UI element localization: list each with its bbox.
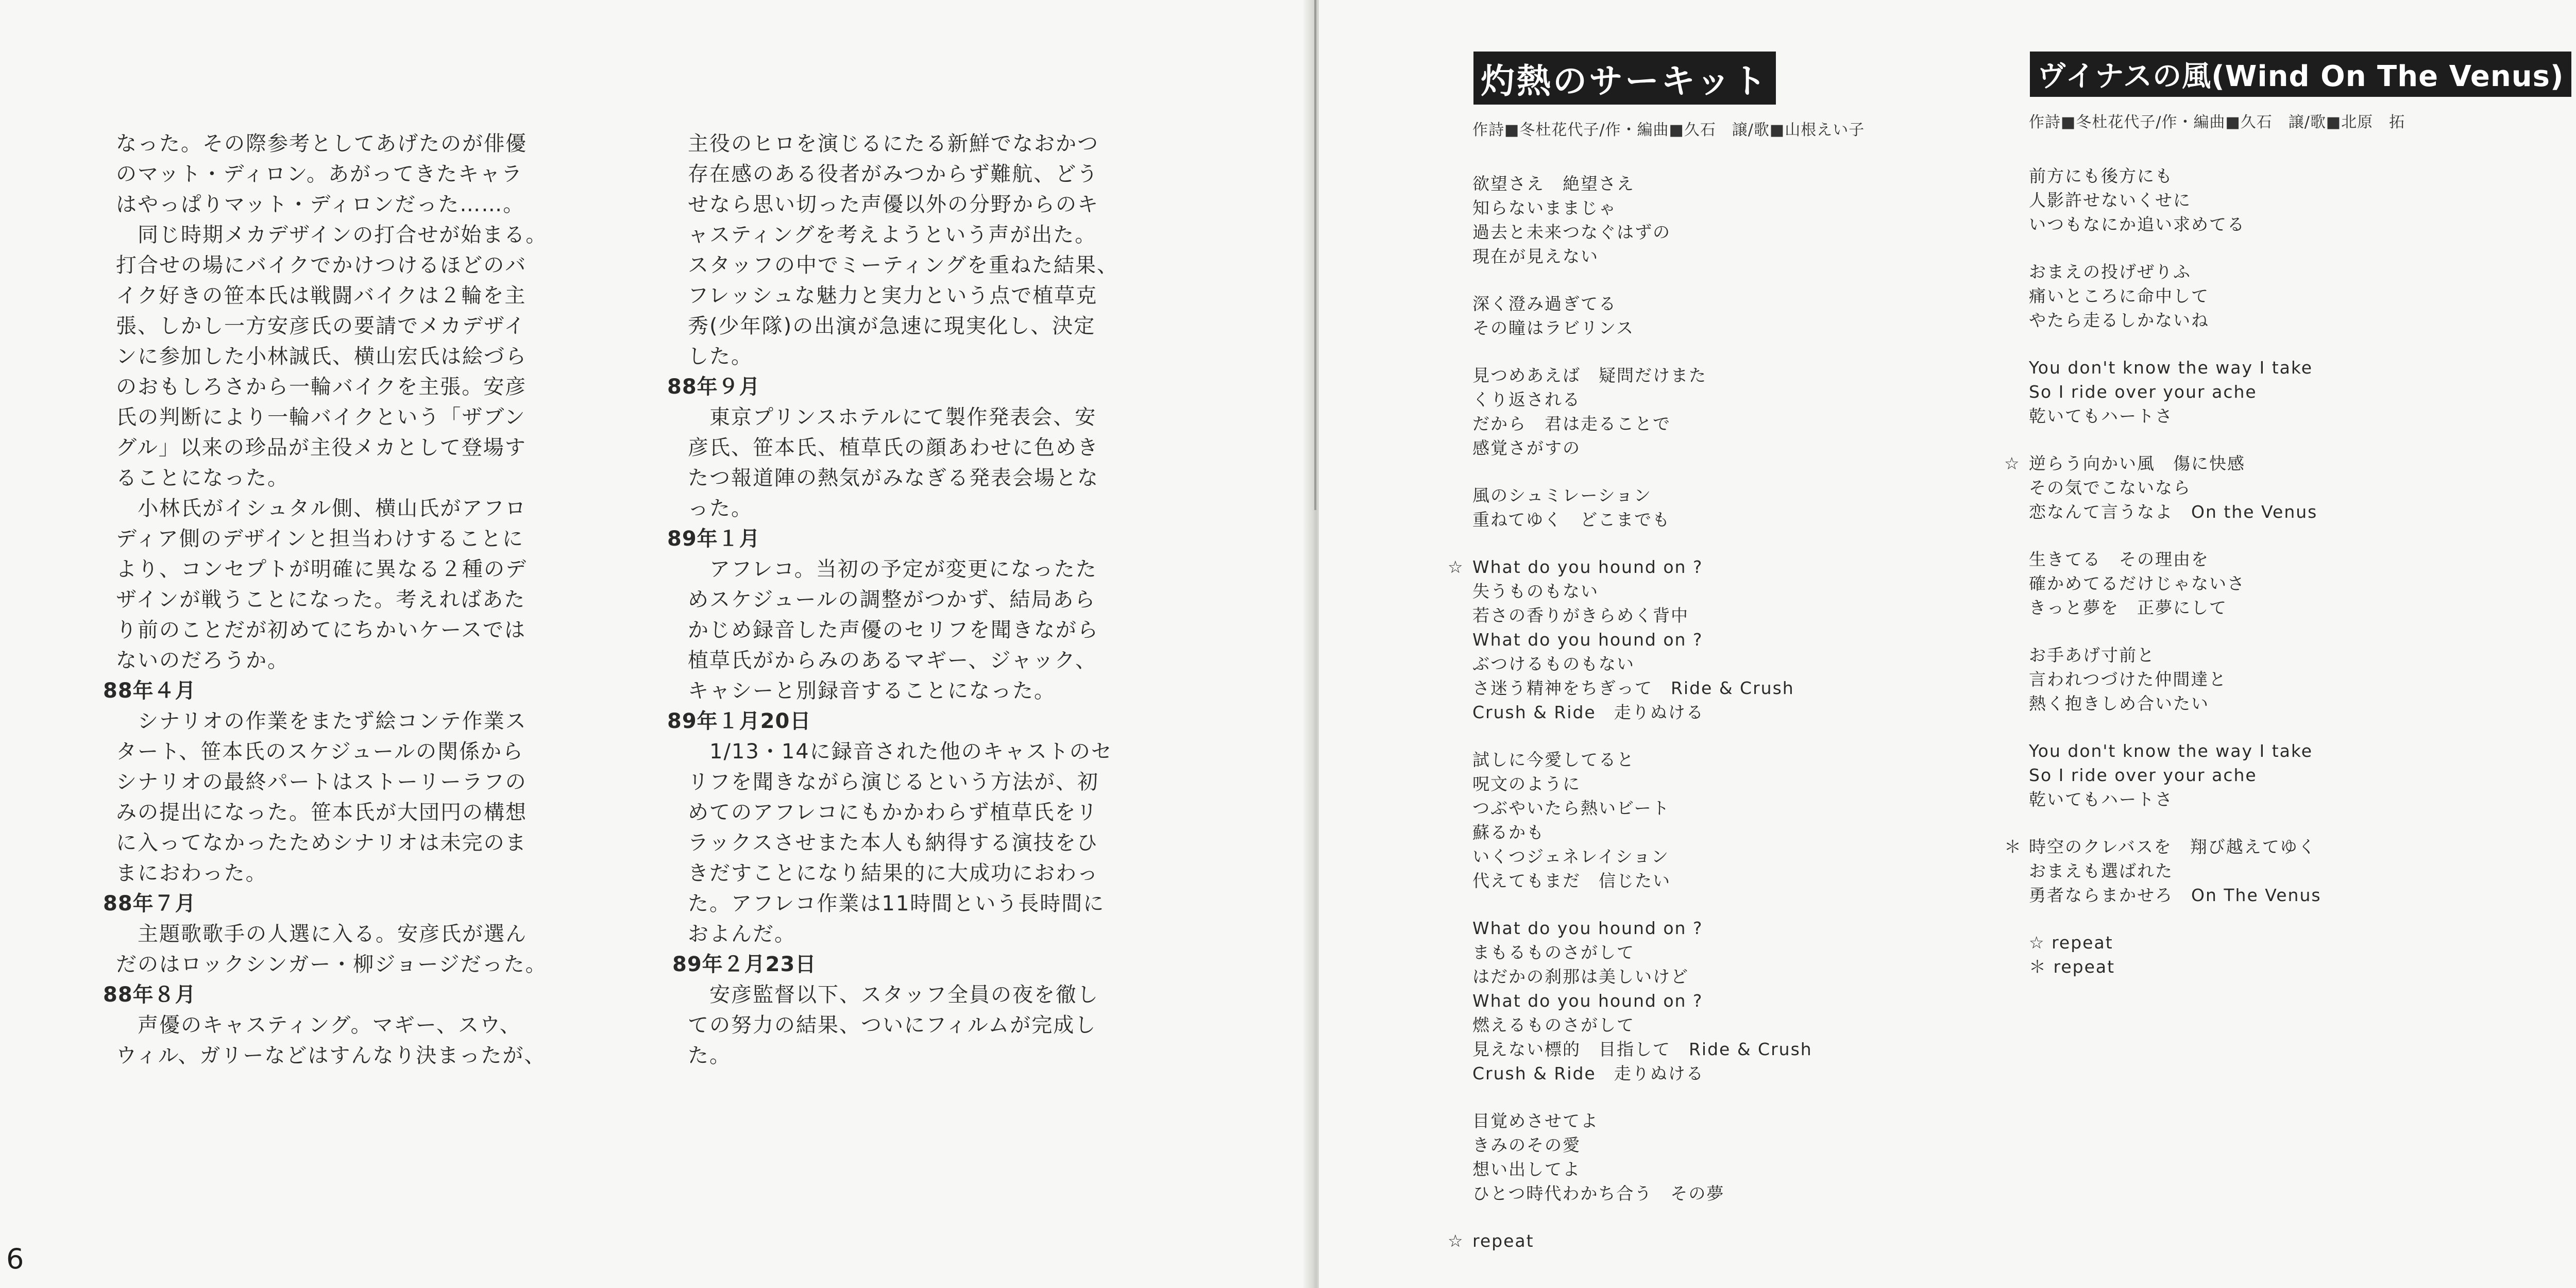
paragraph-block: [688, 980, 1182, 1071]
text-line: 氏の判断により一輪バイクという「ザブン: [116, 405, 526, 429]
lyric-line: [1448, 1013, 1978, 1037]
text-line: 主役のヒロを演じるにたる新鮮でなおかつ: [688, 132, 1099, 156]
lyric-text: くり返される: [1472, 389, 1581, 410]
lyric-text: 前方にも後方にも: [2029, 166, 2173, 186]
lyric-line: [1448, 507, 1978, 532]
lyric-text: Crush & Ride 走りぬける: [1472, 702, 1704, 722]
song-title: 灼熱のサーキット: [1473, 52, 1776, 105]
lyric-text: いつもなにか追い求めてる: [2029, 214, 2245, 234]
lyric-text: まもるものさがして: [1472, 942, 1635, 962]
lyric-line: [2004, 404, 2576, 428]
lyric-marker: ☆: [1448, 557, 1464, 577]
text-line: た。: [688, 1044, 731, 1067]
lyric-line: [1448, 292, 1978, 316]
lyric-line: [1448, 989, 1978, 1013]
lyric-line: [1448, 483, 1978, 507]
text-line: みの提出になった。笹本氏が大団円の構想: [116, 801, 527, 824]
text-line: せなら思い切った声優以外の分野からのキ: [688, 193, 1099, 216]
lyrics-body: [2004, 164, 2576, 979]
lyric-text: What do you hound on ?: [1472, 557, 1703, 577]
lyric-stanza: [2004, 355, 2576, 428]
lyric-text: 逆らう向かい風 傷に快感: [2029, 453, 2245, 473]
lyric-line: [2004, 260, 2576, 284]
lyric-stanza: [1448, 292, 1978, 340]
text-line: はやっぱりマット・ディロンだった……。: [116, 193, 525, 216]
lyric-text: 感覚さがすの: [1472, 438, 1581, 458]
lyric-text: 失うものもない: [1472, 581, 1599, 601]
paragraph-block: [688, 402, 1182, 524]
lyric-line: [1448, 700, 1978, 724]
lyric-line: [1448, 220, 1978, 244]
lyric-line: [1448, 844, 1978, 869]
text-line: のおもしろさから一輪バイクを主張。安彦: [116, 375, 527, 399]
text-line: ザインが戦うことになった。考えればあた: [116, 588, 526, 612]
lyric-line: [2004, 930, 2576, 955]
lyric-text: What do you hound on ?: [1472, 630, 1703, 650]
lyric-text: What do you hound on ?: [1472, 991, 1703, 1011]
lyric-text: きっと夢を 正夢にして: [2029, 598, 2227, 618]
lyric-line: [1448, 820, 1978, 844]
text-line: 小林氏がイシュタル側、横山氏がアフロ: [116, 497, 527, 520]
text-line: スタッフの中でミーティングを重ねた結果、: [688, 253, 1118, 277]
lyric-text: ひとつ時代わかち合う その夢: [1472, 1183, 1725, 1204]
lyric-stanza: [1448, 916, 1978, 1086]
text-line: ての努力の結果、ついにフィルムが完成し: [688, 1013, 1097, 1037]
text-line: ディア側のデザインと担当わけすることに: [116, 527, 524, 551]
text-line: 彦氏、笹本氏、植草氏の顔あわせに色めき: [688, 436, 1099, 460]
text-line: 安彦監督以下、スタッフ全員の夜を徹し: [688, 983, 1099, 1007]
lyric-marker: ＊: [2004, 837, 2022, 857]
lyric-line: [1448, 796, 1978, 820]
lyric-text: 試しに今愛してると: [1472, 750, 1635, 770]
song-lyrics-1: [1448, 52, 1978, 1276]
lyric-text: 燃えるものさがして: [1472, 1015, 1635, 1035]
paragraph-block: [116, 706, 605, 889]
lyric-text: repeat: [1472, 1231, 1534, 1251]
lyric-line: [2004, 667, 2576, 691]
lyric-stanza: [2004, 164, 2576, 236]
lyric-text: いくつジェネレイション: [1472, 846, 1670, 867]
date-heading: 89年２月23日: [672, 953, 817, 976]
text-line: めスケジュールの調整がつかず、結局あら: [688, 588, 1096, 612]
lyric-text: 痛いところに命中して: [2029, 286, 2209, 306]
lyric-line: [1448, 628, 1978, 652]
text-line: リフを聞きながら演じるという方法が、初: [688, 770, 1099, 794]
lyric-line: [1448, 1061, 1978, 1086]
text-line: ラックスさせまた本人も納得する演技をひ: [688, 831, 1098, 855]
lyric-line: [1448, 436, 1978, 460]
date-heading: 88年９月: [667, 375, 760, 399]
lyric-line: [2004, 643, 2576, 667]
text-line: ャスティングを考えようという声が出た。: [688, 223, 1097, 247]
lyric-line: [2004, 500, 2576, 524]
lyric-text: その瞳はラビリンス: [1472, 318, 1635, 338]
date-heading: 89年１月20日: [667, 709, 811, 733]
paragraph-block: [688, 129, 1182, 372]
lyric-text: やたら走るしかないね: [2029, 310, 2209, 330]
lyric-text: 勇者ならまかせろ On The Venus: [2029, 885, 2321, 905]
paragraph-block: [116, 129, 605, 676]
lyric-line: [1448, 412, 1978, 436]
lyric-text: ☆ repeat: [2029, 933, 2113, 953]
lyric-text: So I ride over your ache: [2029, 382, 2257, 402]
lyric-text: 深く澄み過ぎてる: [1472, 294, 1617, 314]
paragraph-block: [116, 1010, 605, 1071]
text-line: タート、笹本氏のスケジュールの関係から: [116, 740, 524, 764]
lyric-line: [1448, 1157, 1978, 1181]
lyric-line: [2004, 451, 2576, 476]
text-line: およんだ。: [688, 922, 796, 946]
lyric-line: [2004, 380, 2576, 404]
text-line: アフレコ。当初の予定が変更になったた: [688, 557, 1097, 581]
lyric-line: [1448, 196, 1978, 220]
text-line: ンに参加した小林誠氏、横山宏氏は絵づら: [116, 345, 527, 368]
text-line: った。: [688, 497, 753, 520]
lyric-line: [2004, 763, 2576, 787]
lyric-stanza: [1448, 172, 1978, 268]
lyric-line: [2004, 739, 2576, 763]
date-heading: 89年１月: [667, 527, 760, 551]
song-credits: 作詩■冬杜花代子/作・編曲■久石 譲/歌■北原 拓: [2029, 113, 2405, 131]
paragraph-block: [688, 737, 1182, 950]
lyric-line: [1448, 1229, 1978, 1253]
text-line: ウィル、ガリーなどはすんなり決まったが、: [116, 1044, 546, 1067]
lyric-line: [1448, 1109, 1978, 1133]
text-line: た。アフレコ作業は11時間という長時間に: [688, 892, 1105, 916]
lyric-text: はだかの刹那は美しいけど: [1472, 967, 1689, 987]
lyric-stanza: [1448, 1109, 1978, 1206]
text-line: イク好きの笹本氏は戦闘バイクは２輪を主: [116, 284, 527, 308]
text-line: した。: [688, 345, 753, 368]
lyric-line: [2004, 355, 2576, 380]
lyric-stanza: [2004, 930, 2576, 979]
text-line: たつ報道陣の熱気がみなぎる発表会場とな: [688, 466, 1099, 490]
lyric-stanza: [1448, 555, 1978, 724]
text-line: かじめ録音した声優のセリフを聞きながら: [688, 618, 1099, 642]
text-line: フレッシュな魅力と実力という点で植草克: [688, 284, 1098, 308]
text-line: きだすことになり結果的に大成功におわっ: [688, 861, 1099, 885]
lyric-line: [1448, 748, 1978, 772]
lyric-line: [1448, 555, 1978, 579]
lyric-text: ＊ repeat: [2029, 957, 2115, 977]
lyric-text: 言われつづけた仲間達と: [2029, 669, 2227, 689]
song-lyrics-2: [2004, 52, 2576, 1002]
lyric-text: 想い出してよ: [1472, 1159, 1581, 1179]
lyric-stanza: [2004, 739, 2576, 811]
lyric-stanza: [2004, 835, 2576, 907]
lyric-text: その気でこないなら: [2029, 478, 2191, 498]
lyric-line: [1448, 387, 1978, 412]
lyric-line: [1448, 172, 1978, 196]
lyric-stanza: [2004, 451, 2576, 524]
lyric-line: [2004, 212, 2576, 236]
lyric-line: [1448, 363, 1978, 387]
lyric-stanza: [2004, 547, 2576, 620]
song-title: ヴイナスの風(Wind On The Venus): [2030, 52, 2571, 97]
lyric-line: [2004, 787, 2576, 811]
lyric-stanza: [1448, 1229, 1978, 1253]
text-line: ることになった。: [116, 466, 289, 490]
binding-crease: [1314, 0, 1316, 510]
lyric-text: 熱く抱きしめ合いたい: [2029, 693, 2209, 714]
text-line: 植草氏がからみのあるマギー、ジャック、: [688, 649, 1097, 672]
lyric-text: 恋なんて言うなよ On the Venus: [2029, 502, 2318, 522]
lyric-text: 見えない標的 目指して Ride & Crush: [1472, 1039, 1812, 1059]
lyric-text: 生きてる その理由を: [2029, 549, 2209, 569]
lyric-text: 代えてもまだ 信じたい: [1472, 871, 1671, 891]
lyric-line: [2004, 859, 2576, 883]
lyric-stanza: [2004, 643, 2576, 716]
lyric-text: きみのその愛: [1472, 1135, 1581, 1155]
lyric-line: [1448, 1133, 1978, 1157]
text-column-1: [103, 129, 605, 1071]
text-line: 存在感のある役者がみつからず難航、どう: [688, 162, 1099, 186]
lyric-line: [1448, 964, 1978, 989]
lyric-line: [2004, 188, 2576, 212]
text-line: より、コンセプトが明確に異なる２種のデ: [116, 557, 527, 581]
lyric-text: So I ride over your ache: [2029, 765, 2257, 785]
lyric-text: 風のシュミレーション: [1472, 485, 1652, 505]
lyric-text: 見つめあえば 疑問だけまた: [1472, 365, 1707, 385]
lyric-line: [2004, 955, 2576, 979]
lyric-text: 蘇るかも: [1472, 822, 1545, 842]
lyric-text: 確かめてるだけじゃないさ: [2029, 573, 2245, 594]
lyric-text: What do you hound on ?: [1472, 918, 1703, 938]
text-line: シナリオの作業をまたず絵コンテ作業ス: [116, 709, 527, 733]
lyric-line: [1448, 676, 1978, 700]
lyric-text: 重ねてゆく どこまでも: [1472, 510, 1671, 530]
text-line: ないのだろうか。: [116, 649, 289, 672]
lyric-line: [1448, 316, 1978, 340]
text-line: 1/13・14に録音された他のキャストのセ: [688, 740, 1113, 764]
lyric-stanza: [1448, 363, 1978, 460]
lyric-text: You don't know the way I take: [2029, 741, 2313, 761]
lyric-line: [2004, 691, 2576, 716]
lyric-stanza: [2004, 260, 2576, 332]
lyric-text: おまえの投げぜりふ: [2029, 262, 2191, 282]
lyric-line: [1448, 869, 1978, 893]
lyric-line: [1448, 1181, 1978, 1206]
text-line: なった。その際参考としてあげたのが俳優: [116, 132, 527, 156]
lyric-line: [2004, 596, 2576, 620]
text-line: 張、しかし一方安彦氏の要請でメカデザイ: [116, 314, 526, 338]
text-line: グル」以来の珍品が主役メカとして登場す: [116, 436, 527, 460]
text-line: 主題歌歌手の人選に入る。安彦氏が選ん: [116, 922, 527, 946]
text-line: シナリオの最終パートはストーリーラフの: [116, 770, 527, 794]
text-line: 打合せの場にバイクでかけつけるほどのバ: [116, 253, 527, 277]
lyric-text: 時空のクレバスを 翔び越えてゆく: [2029, 837, 2316, 857]
lyric-text: 欲望さえ 絶望さえ: [1472, 174, 1635, 194]
page-number-left: 6: [6, 1243, 24, 1275]
lyric-line: [1448, 940, 1978, 964]
lyric-line: [1448, 603, 1978, 628]
lyric-line: [1448, 916, 1978, 940]
lyric-text: ぶつけるものもない: [1472, 654, 1635, 674]
lyric-text: 人影許せないくせに: [2029, 190, 2191, 210]
text-line: 東京プリンスホテルにて製作発表会、安: [688, 405, 1097, 429]
text-line: キャシーと別録音することになった。: [688, 679, 1056, 703]
lyric-line: [2004, 284, 2576, 308]
text-line: 秀(少年隊)の出演が急速に現実化し、決定: [688, 314, 1096, 338]
text-line: まにおわった。: [116, 861, 267, 885]
text-column-2: [667, 129, 1182, 1071]
lyric-text: 若さの香りがきらめく背中: [1472, 605, 1689, 625]
lyric-line: [1448, 652, 1978, 676]
lyric-line: [2004, 308, 2576, 332]
lyric-line: [2004, 835, 2576, 859]
lyric-marker: ☆: [1448, 1231, 1464, 1251]
lyric-text: You don't know the way I take: [2029, 358, 2313, 378]
song-credits: 作詩■冬杜花代子/作・編曲■久石 譲/歌■山根えい子: [1472, 121, 1865, 139]
text-line: 声優のキャスティング。マギー、スウ、: [116, 1013, 521, 1037]
lyric-line: [2004, 476, 2576, 500]
lyric-text: だから 君は走ることで: [1472, 414, 1671, 434]
lyric-line: [1448, 244, 1978, 268]
lyric-line: [1448, 579, 1978, 603]
lyric-text: おまえも選ばれた: [2029, 861, 2173, 881]
text-line: に入ってなかったためシナリオは未完のま: [116, 831, 527, 855]
lyric-text: 乾いてもハートさ: [2029, 789, 2173, 809]
text-line: 同じ時期メカデザインの打合せが始まる。: [116, 223, 548, 247]
lyric-stanza: [1448, 748, 1978, 893]
lyric-marker: ☆: [2004, 453, 2021, 473]
lyric-line: [2004, 164, 2576, 188]
lyric-text: つぶやいたら熱いビート: [1472, 798, 1670, 818]
lyric-text: 目覚めさせてよ: [1472, 1111, 1599, 1131]
lyric-line: [2004, 883, 2576, 907]
lyric-text: お手あげ寸前と: [2029, 645, 2155, 665]
lyric-text: 現在が見えない: [1472, 246, 1599, 266]
paragraph-block: [688, 554, 1182, 706]
lyric-text: 過去と未来つなぐはずの: [1472, 222, 1671, 242]
lyrics-body: [1448, 172, 1978, 1253]
text-line: り前のことだが初めてにちかいケースでは: [116, 618, 526, 642]
lyric-stanza: [1448, 483, 1978, 532]
paragraph-block: [116, 919, 605, 980]
lyric-line: [1448, 1037, 1978, 1061]
text-line: めてのアフレコにもかかわらず植草氏をリ: [688, 801, 1098, 824]
lyric-line: [2004, 571, 2576, 596]
lyric-line: [1448, 772, 1978, 796]
date-heading: 88年７月: [103, 892, 196, 916]
lyric-text: さ迷う精神をちぎって Ride & Crush: [1472, 678, 1794, 698]
text-line: だのはロックシンガー・柳ジョージだった。: [116, 953, 547, 976]
date-heading: 88年８月: [103, 983, 196, 1007]
text-line: のマット・ディロン。あがってきたキャラ: [116, 162, 523, 186]
date-heading: 88年４月: [103, 679, 196, 703]
lyric-text: 呪文のように: [1472, 774, 1581, 794]
lyric-text: 乾いてもハートさ: [2029, 406, 2173, 426]
lyric-text: Crush & Ride 走りぬける: [1472, 1063, 1704, 1083]
lyric-text: 知らないままじゃ: [1472, 198, 1617, 218]
lyric-line: [2004, 547, 2576, 571]
